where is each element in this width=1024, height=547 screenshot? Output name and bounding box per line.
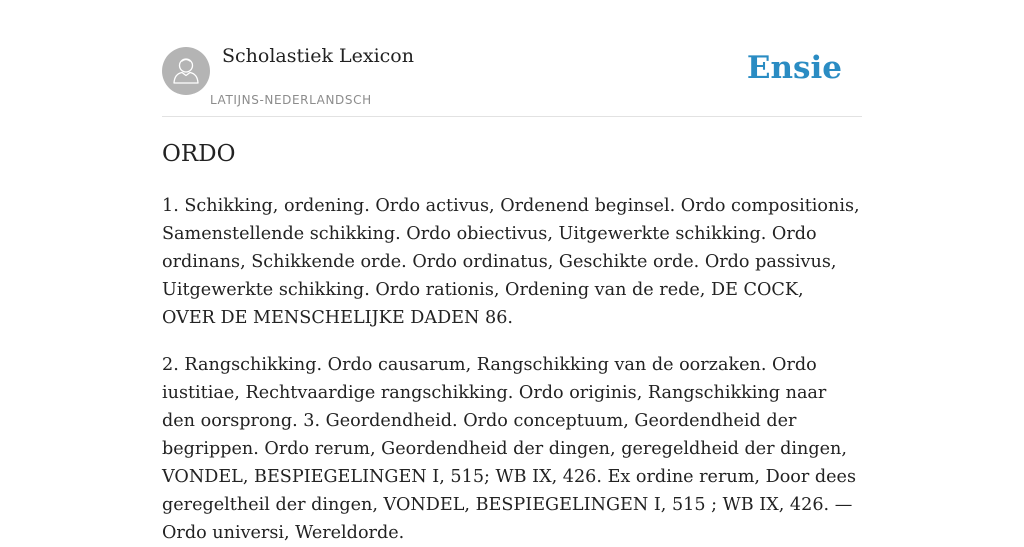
entry-content bbox=[162, 138, 862, 547]
source-title[interactable]: Scholastiek Lexicon bbox=[222, 45, 414, 67]
source-subtitle: LATIJNS-NEDERLANDSCH bbox=[210, 93, 372, 107]
entry-paragraph-1: 1. Schikking, ordening. Ordo activus, Ordenend beginsel. Ordo compositionis, Samenstellende schikking. Ordo obiectivus, Uitgewerkte schikking. Ordo ordinans, Schikkende orde. Ordo ordinatus, Geschikte orde. Ordo passivus, Uitgewerkte schikking. Ordo rationis, Ordening van de rede, DE COCK, OVER DE MENSCHELIJKE DADEN 86. bbox=[162, 196, 860, 328]
entry-paragraph-2: 2. Rangschikking. Ordo causarum, Rangschikking van de oorzaken. Ordo iustitiae, Rechtvaardige rangschikking. Ordo originis, Rangschikking naar den oorsprong. 3. Geordendheid. Ordo conceptuum, Geordendheid der begrippen. Ordo rerum, Geordendheid der dingen, geregeldheid der dingen, VONDEL, BESPIEGELINGEN I, 515; WB IX, 426. Ex ordine rerum, Door dees geregeltheil der dingen, VONDEL, BESPIEGELINGEN I, 515 ; WB IX, 426. — Ordo universi, Wereldorde. bbox=[162, 355, 856, 543]
avatar[interactable] bbox=[162, 47, 210, 95]
user-silhouette-icon bbox=[162, 47, 210, 95]
brand-logo[interactable]: Ensie bbox=[746, 50, 842, 86]
header bbox=[162, 40, 862, 117]
entry-title: ORDO bbox=[162, 141, 236, 167]
